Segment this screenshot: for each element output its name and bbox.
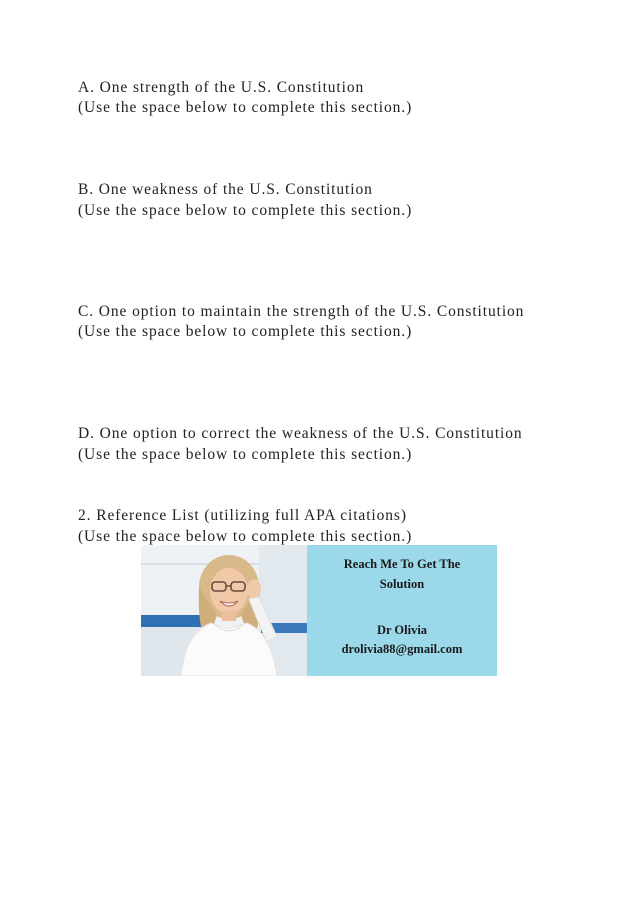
contact-name: Dr Olivia <box>376 623 428 637</box>
contact-panel <box>307 545 497 676</box>
reference-list-instruction: (Use the space below to complete this section.) <box>78 528 413 545</box>
section-b-heading: B. One weakness of the U.S. Constitution <box>78 181 373 198</box>
promo-line-1: Reach Me To Get The <box>343 557 461 571</box>
promo-banner <box>141 545 497 676</box>
woman-photo-icon <box>141 545 307 676</box>
section-b-instruction: (Use the space below to complete this section.) <box>78 202 413 219</box>
section-d-instruction: (Use the space below to complete this section.) <box>78 446 413 463</box>
reference-list-heading: 2. Reference List (utilizing full APA citations) <box>78 507 407 524</box>
contact-email: drolivia88@gmail.com <box>341 642 463 656</box>
section-d-heading: D. One option to correct the weakness of the U.S. Constitution <box>78 425 523 442</box>
promo-line-2: Solution <box>379 577 425 591</box>
section-a-instruction: (Use the space below to complete this section.) <box>78 99 413 116</box>
section-c-instruction: (Use the space below to complete this section.) <box>78 323 413 340</box>
section-a-heading: A. One strength of the U.S. Constitution <box>78 79 365 96</box>
section-c-heading: C. One option to maintain the strength of the U.S. Constitution <box>78 303 525 320</box>
